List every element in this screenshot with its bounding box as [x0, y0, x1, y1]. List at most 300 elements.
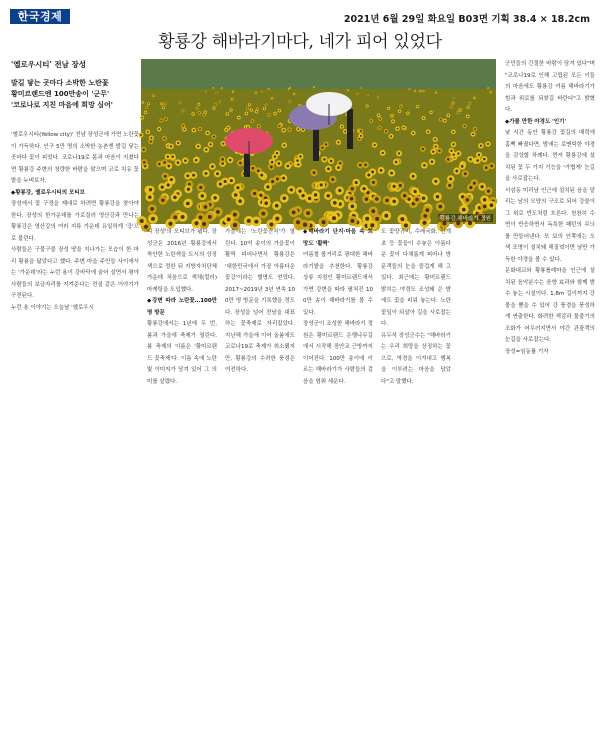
- sunflower-center: [202, 222, 206, 226]
- sunflower-center: [213, 196, 216, 199]
- sunflower-center: [370, 120, 372, 122]
- sunflower-center: [409, 89, 410, 90]
- paragraph: 가을에는 '노란꽃잔치'가 열린다. 10억 송이의 가을꽃이 활짝 피어나면서 황룡강은 '대한민국에서 가장 아름다운 꽃강'이라는 별명도 얻었다. 2017~2019년 3년 연속 100만 명 방문을 기록했을 정도다. 장성을 넘어 전남을 대표하는 꽃축제로 자리잡았다. 지난해 가을에 이어 올봄에도 코로나19로 축제가 취소됐지만, 황룡강의 수려한 풍경은 여전하다.: [225, 229, 295, 373]
- sunflower-center: [163, 161, 166, 164]
- sunflower-center: [207, 132, 209, 134]
- sunflower-center: [333, 201, 337, 205]
- sunflower-center: [282, 177, 285, 180]
- sunflower-center: [415, 198, 419, 202]
- sunflower-center: [249, 104, 250, 105]
- sunflower-center: [296, 220, 300, 224]
- paragraph-subhead: ◆강변 따라 노란꽃…100만 명 방문: [147, 298, 217, 316]
- paragraph: 사람들은 구불구불 장성 땅을 지나가는 모습이 한 마리 황룡을 닮았다고 했다. 주변 마을 주민들 사이에서는 '가운데'라는 누런 용이 강바닥에 숨어 살면서 평야 사람들의 보금자리를 지켜준다는 전설 같은 이야기가 구전된다.: [11, 247, 139, 299]
- sunflower-center: [422, 197, 425, 200]
- sunflower-center: [350, 219, 354, 223]
- sunflower-center: [173, 196, 176, 199]
- sunflower-center: [314, 193, 317, 196]
- sunflower-center: [233, 213, 237, 217]
- sunflower-center: [467, 116, 469, 118]
- sunflower-center: [403, 127, 405, 129]
- sunflower-center: [255, 92, 256, 93]
- sunflower-center: [268, 114, 269, 115]
- paragraph: 낮 시간 동안 황룡강 꽃길의 매력에 흠뻑 빠졌다면, 밤에는 로맨틱한 야경을 감상할 차례다. 먼저 황룡강에 설치된 꽃 두 가지 기능을 '가볍게' 눈길을 사로잡는다.: [505, 130, 595, 182]
- sunflower-center: [444, 120, 446, 122]
- sunflower-field-image: [141, 59, 496, 224]
- sunflower-center: [380, 118, 382, 120]
- sunflower-center: [276, 152, 278, 154]
- sunflower-center: [192, 113, 193, 114]
- sunflower-center: [321, 147, 323, 149]
- sunflower-center: [254, 220, 258, 224]
- sunflower-center: [164, 175, 167, 178]
- sunflower-center: [251, 109, 252, 110]
- subheadline-line: 발길 닿는 곳마다 소박한 노란꽃: [11, 79, 109, 87]
- sunflower-center: [380, 169, 383, 172]
- paragraph: 여름철 볼거리로 광대한 해바라기밭을 추천한다. 황룡강 상류 지점인 황미르랜드에서 가면 강변을 따라 펼쳐진 100만 송이 해바라기를 볼 수 있다.: [303, 252, 373, 316]
- sunflower-center: [457, 152, 459, 154]
- sunflower-center: [165, 103, 166, 104]
- sunflower-center: [274, 113, 275, 114]
- paragraph: 문화대교와 황룡롤레마을 인근에 설치된 음악분수는 음향 효과와 함께 밤 수 놓는 시설이다. 1.8m 길이까지 강물을 뿜을 수 있어 강 풍경을 풍성하게 연출한다. 화려한 색감과 물줄기의 조화가 어우러지면서 야간 관광객의 눈길을 사로잡는다.: [505, 268, 595, 343]
- sunflower-center: [355, 181, 358, 184]
- sunflower-center: [279, 125, 281, 127]
- sunflower-center: [286, 165, 289, 168]
- sunflower-center: [392, 120, 394, 122]
- sunflower-center: [391, 115, 392, 116]
- subheadline-line: 황미르랜드엔 100만송이 '군무': [11, 90, 110, 98]
- article-column-6: [505, 59, 595, 355]
- sunflower-center: [221, 88, 222, 89]
- sunflower-center: [221, 158, 224, 161]
- sunflower-center: [400, 106, 401, 107]
- sunflower-center: [399, 184, 402, 187]
- sunflower-center: [415, 91, 416, 92]
- sunflower-center: [260, 174, 263, 177]
- sunflower-center: [417, 106, 418, 107]
- sunflower-center: [480, 145, 482, 147]
- sunflower-center: [488, 88, 489, 89]
- sunflower-center: [168, 222, 172, 226]
- subheadline-line: '코로나로 지친 마음에 희망 심어': [11, 101, 113, 109]
- sunflower-center: [347, 90, 348, 91]
- sunflower-center: [351, 187, 354, 190]
- sunflower-center: [364, 163, 367, 166]
- sunflower-center: [142, 148, 144, 150]
- sunflower-center: [412, 175, 415, 178]
- sunflower-center: [451, 106, 452, 107]
- sunflower-center: [385, 130, 387, 132]
- sunflower-center: [422, 148, 424, 150]
- sunflower-center: [420, 91, 421, 92]
- sunflower-center: [148, 103, 149, 104]
- sunflower-center: [268, 89, 269, 90]
- sunflower-center: [271, 98, 272, 99]
- paragraph: 티 장성'의 모티브가 됐다. 장성군은 2016년 황룡강에서 착안한 노란색을 도시의 상징색으로 정한 뒤 지방자치단체 가운데 처음으로 색채(컬러) 마케팅을 도입했다.: [147, 229, 217, 293]
- sunflower-center: [436, 92, 437, 93]
- sunflower-center: [165, 118, 167, 120]
- sunflower-center: [253, 192, 256, 195]
- sunflower-center: [432, 151, 434, 153]
- sunflower-center: [423, 91, 424, 92]
- sunflower-center: [215, 104, 216, 105]
- sunflower-center: [264, 201, 268, 205]
- sunflower-center: [399, 111, 400, 112]
- sunflower-center: [487, 189, 490, 192]
- sunflower-center: [459, 109, 460, 110]
- sunflower-center: [238, 117, 240, 119]
- sunflower-center: [216, 210, 220, 214]
- sunflower-center: [422, 221, 426, 225]
- sunflower-center: [198, 104, 199, 105]
- sunflower-center: [371, 209, 375, 213]
- sunflower-center: [275, 204, 279, 208]
- sunflower-center: [483, 205, 487, 209]
- sunflower-center: [234, 193, 237, 196]
- sunflower-center: [186, 202, 190, 206]
- sunflower-center: [227, 113, 228, 114]
- sunflower-center: [246, 113, 247, 114]
- sunflower-center: [360, 130, 362, 132]
- masthead-logo: 한국경제: [10, 9, 70, 24]
- sunflower-center: [270, 166, 273, 169]
- sunflower-center: [283, 144, 285, 146]
- sunflower-center: [390, 172, 393, 175]
- sunflower-center: [232, 99, 233, 100]
- sunflower-center: [216, 172, 219, 175]
- sunflower-center: [461, 165, 464, 168]
- paragraph-subhead: ◆해바라기 단지·마음 속 희망도 '활짝': [303, 229, 373, 247]
- sunflower-center: [313, 171, 316, 174]
- sunflower-center: [258, 126, 260, 128]
- sunflower-center: [182, 110, 183, 111]
- sunflower-center: [195, 159, 198, 162]
- sunflower-center: [490, 92, 491, 93]
- sunflower-center: [149, 188, 152, 191]
- sunflower-center: [161, 120, 163, 122]
- sunflower-center: [177, 161, 180, 164]
- sunflower-center: [142, 102, 143, 103]
- sunflower-center: [450, 150, 452, 152]
- sunflower-center: [384, 214, 388, 218]
- sunflower-center: [257, 169, 260, 172]
- sunflower-center: [427, 131, 429, 133]
- sunflower-center: [452, 153, 454, 155]
- sunflower-center: [140, 219, 144, 223]
- article-column-5: [381, 227, 451, 385]
- sunflower-center: [278, 162, 281, 165]
- sunflower-center: [251, 167, 254, 170]
- sunflower-center: [147, 131, 149, 133]
- sunflower-center: [261, 91, 262, 92]
- sunflower-center: [469, 103, 470, 104]
- sunflower-center: [382, 152, 384, 154]
- sunflower-center: [361, 88, 362, 89]
- sunflower-center: [422, 91, 423, 92]
- publication-info: 2021년 6월 29일 화요일 B03면 기획 38.4 × 18.2cm: [343, 14, 590, 25]
- article-column-2: [147, 227, 217, 385]
- sunflower-center: [170, 178, 173, 181]
- sunflower-center: [365, 197, 369, 201]
- sunflower-center: [400, 217, 404, 221]
- sunflower-center: [453, 98, 454, 99]
- sunflower-center: [331, 178, 334, 181]
- sunflower-center: [247, 126, 249, 128]
- sunflower-center: [205, 111, 206, 112]
- sunflower-photo: [141, 59, 496, 224]
- sunflower-center: [266, 104, 267, 105]
- sunflower-center: [473, 182, 476, 185]
- sunflower-center: [438, 205, 442, 209]
- sunflower-center: [351, 204, 355, 208]
- article-headline: 황룡강 해바라기마다, 네가 피어 있었다: [158, 32, 442, 52]
- sunflower-center: [395, 161, 398, 164]
- sunflower-center: [145, 112, 146, 113]
- sunflower-center: [337, 141, 339, 143]
- sunflower-center: [290, 188, 293, 191]
- sunflower-center: [238, 199, 242, 203]
- sunflower-center: [457, 112, 458, 113]
- article-column-4: [303, 227, 373, 385]
- sunflower-center: [344, 131, 346, 133]
- sunflower-center: [341, 126, 343, 128]
- sunflower-center: [186, 174, 189, 177]
- sunflower-center: [150, 141, 152, 143]
- sunflower-center: [393, 185, 396, 188]
- sunflower-center: [227, 217, 231, 221]
- sunflower-center: [170, 145, 172, 147]
- photo-caption: 황룡강 해바라기 정원: [439, 216, 491, 222]
- sunflower-center: [398, 152, 400, 154]
- sunflower-center: [464, 172, 467, 175]
- sunflower-center: [279, 110, 280, 111]
- sunflower-center: [151, 217, 155, 221]
- sunflower-center: [397, 128, 399, 130]
- sunflower-center: [236, 186, 239, 189]
- sunflower-center: [360, 135, 362, 137]
- sunflower-center: [374, 144, 376, 146]
- section-label: '옐로우시티' 전남 장성: [11, 60, 87, 69]
- paragraph: 누런 용 이야기는 오늘날 '옐로우시: [11, 304, 94, 311]
- article-column-1: [11, 130, 139, 340]
- sunflower-center: [230, 179, 233, 182]
- article-column-3: [225, 227, 295, 373]
- sunflower-center: [187, 188, 190, 191]
- sunflower-center: [467, 107, 468, 108]
- sunflower-center: [350, 197, 353, 200]
- sunflower-center: [205, 149, 207, 151]
- sunflower-center: [483, 198, 487, 202]
- sunflower-center: [375, 197, 378, 200]
- sunflower-center: [436, 195, 439, 198]
- sunflower-center: [247, 219, 251, 223]
- sunflower-center: [367, 174, 370, 177]
- sunflower-center: [271, 161, 274, 164]
- sunflower-center: [204, 205, 208, 209]
- sunflower-center: [150, 207, 154, 211]
- sunflower-center: [476, 159, 479, 162]
- sunflower-center: [448, 184, 451, 187]
- sunflower-center: [216, 93, 217, 94]
- sunflower-center: [359, 164, 362, 167]
- paragraph-subhead: ◆황룡강, 옐로우시티의 모티브: [11, 189, 85, 196]
- sunflower-center: [367, 95, 368, 96]
- sunflower-center: [210, 143, 212, 145]
- sunflower-center: [327, 168, 330, 171]
- sunflower-center: [251, 120, 253, 122]
- sunflower-center: [208, 215, 212, 219]
- sunflower-center: [292, 210, 296, 214]
- sunflower-center: [434, 180, 437, 183]
- paragraph: 서삼동 미리남 인근에 설치된 음을 알리는 남의 모양의 구조로 되어 강물이 그 위로 반도처럼 흐른다. 천천히 수면이 반응하면서 독특한 패턴의 무늬를 만들어낸다. 또 보의 안쪽에는 오색 조명이 설치돼 해질녘이면 남만 가득한 야경을 볼 수 있다.: [505, 187, 595, 263]
- sunflower-center: [375, 217, 379, 221]
- sunflower-center: [205, 172, 208, 175]
- sunflower-center: [407, 113, 408, 114]
- sunflower-center: [325, 143, 327, 145]
- sunflower-center: [326, 194, 329, 197]
- sunflower-center: [219, 183, 222, 186]
- sunflower-center: [196, 107, 197, 108]
- paragraph: 장성에서 꽃 구경을 제대로 하려면 황룡강을 찾아야 한다. 장성의 한가운데를 가로질러 영산강과 만나는 황룡강은 영산강의 여러 지류 가운데 유일하게 '강'으로 불린다.: [11, 201, 139, 242]
- sunflower-center: [478, 154, 480, 156]
- sunflower-center: [365, 217, 369, 221]
- sunflower-center: [469, 158, 472, 161]
- sunflower-center: [320, 183, 323, 186]
- sunflower-center: [199, 186, 202, 189]
- paragraph: 도 꽃양귀비, 수레국화, 안개초 등 꽃들이 수놓은 아름다운 꽃이 다채롭게 피어나 방문객들의 눈을 즐겁게 해 고 있다. 최근에는 황미르랜드 밝히는 야경도 조성돼 은 밤에도 꽃을 피워 놓는다. 노란 꽃잎이 되살아 길을 사로잡는다.: [381, 229, 451, 327]
- sunflower-center: [247, 108, 248, 109]
- sunflower-center: [197, 145, 199, 147]
- sunflower-center: [377, 97, 378, 98]
- sunflower-center: [337, 166, 340, 169]
- sunflower-center: [483, 158, 486, 161]
- sunflower-center: [297, 128, 299, 130]
- sunflower-center: [167, 165, 170, 168]
- sunflower-center: [462, 208, 466, 212]
- sunflower-center: [299, 105, 300, 106]
- sunflower-center: [431, 160, 434, 163]
- sunflower-center: [275, 217, 279, 221]
- sunflower-center: [192, 174, 195, 177]
- sunflower-center: [338, 189, 341, 192]
- sunflower-center: [490, 165, 493, 168]
- sunflower-center: [271, 180, 274, 183]
- sunflower-center: [203, 114, 204, 115]
- sunflower-center: [413, 190, 416, 193]
- sunflower-center: [179, 102, 180, 103]
- sunflower-center: [289, 129, 291, 131]
- sunflower-center: [230, 109, 231, 110]
- sunflower-center: [171, 156, 173, 158]
- sunflower-center: [184, 159, 187, 162]
- sunflower-center: [264, 108, 265, 109]
- sunflower-center: [474, 97, 475, 98]
- sunflower-center: [464, 125, 466, 127]
- sunflower-center: [306, 211, 310, 215]
- sunflower-center: [430, 112, 431, 113]
- sunflower-center: [440, 119, 442, 121]
- sunflower-center: [276, 178, 279, 181]
- sunflower-center: [469, 186, 472, 189]
- sunflower-center: [143, 161, 146, 164]
- sunflower-center: [298, 189, 301, 192]
- sunflower-center: [435, 145, 437, 147]
- sunflower-center: [199, 112, 200, 113]
- sunflower-center: [161, 199, 165, 203]
- sunflower-center: [219, 101, 220, 102]
- sunflower-center: [194, 221, 198, 225]
- sunflower-center: [452, 103, 453, 104]
- sunflower-center: [222, 143, 224, 145]
- sunflower-center: [289, 89, 290, 90]
- byline: 장성=임동률 기자: [505, 348, 549, 355]
- sunflower-center: [183, 128, 185, 130]
- sunflower-center: [392, 200, 396, 204]
- sunflower-center: [153, 95, 154, 96]
- sunflower-center: [308, 197, 311, 200]
- sunflower-center: [294, 94, 295, 95]
- sunflower-center: [302, 129, 304, 131]
- paragraph: 황룡강에서는 1년에 두 번, 봄과 가을에 축제가 열린다. 봄 축제의 이름은 '황미르랜드 꽃축제'다. 이름 속에 노란빛 이미지가 담겨 있어 그 의미를 살렸다.: [147, 321, 217, 385]
- sunflower-center: [177, 142, 179, 144]
- sunflower-center: [481, 185, 484, 188]
- sunflower-center: [163, 137, 165, 139]
- sunflower-center: [283, 197, 286, 200]
- sunflower-center: [452, 131, 454, 133]
- sunflower-center: [182, 125, 184, 127]
- sunflower-center: [257, 108, 258, 109]
- sunflower-center: [449, 178, 452, 181]
- sunflower-center: [167, 155, 169, 157]
- sunflower-center: [256, 111, 257, 112]
- sunflower-center: [426, 208, 430, 212]
- sunflower-center: [378, 115, 379, 116]
- sunflower-center: [269, 222, 273, 226]
- sunflower-center: [193, 129, 195, 131]
- sunflower-center: [221, 162, 224, 165]
- sunflower-center: [330, 160, 333, 163]
- sunflower-center: [266, 185, 269, 188]
- sunflower-center: [163, 107, 164, 108]
- sunflower-center: [447, 158, 450, 161]
- sunflower-center: [314, 87, 315, 88]
- sunflower-center: [390, 135, 392, 137]
- sunflower-center: [289, 87, 290, 88]
- sunflower-center: [229, 159, 232, 162]
- sunflower-center: [296, 159, 299, 162]
- sunflower-center: [423, 117, 425, 119]
- sunflower-center: [357, 93, 358, 94]
- sunflower-center: [213, 88, 214, 89]
- sunflower-center: [423, 164, 426, 167]
- paragraph: 군민들의 간절한 바람이 담겨 있다"며 "코로나19로 인해 고립된 모든 이들의 마음에도 황룡강 여름 해바라기가 힘과 위로를 되찾길 바란다"고 밝혔다.: [505, 61, 595, 113]
- sunflower-center: [199, 128, 201, 130]
- sunflower-center: [150, 137, 152, 139]
- sunflower-center: [448, 115, 449, 116]
- sunflower-center: [485, 166, 488, 169]
- sunflower-center: [490, 203, 494, 207]
- sunflower-center: [141, 117, 143, 119]
- sunflower-center: [438, 150, 440, 152]
- sunflower-center: [474, 128, 476, 130]
- sunflower-center: [289, 101, 290, 102]
- subheadline: [11, 78, 139, 111]
- sunflower-center: [466, 198, 470, 202]
- sunflower-center: [239, 162, 242, 165]
- sunflower-center: [140, 134, 142, 136]
- sunflower-center: [167, 183, 170, 186]
- sunflower-center: [403, 194, 406, 197]
- sunflower-center: [205, 91, 206, 92]
